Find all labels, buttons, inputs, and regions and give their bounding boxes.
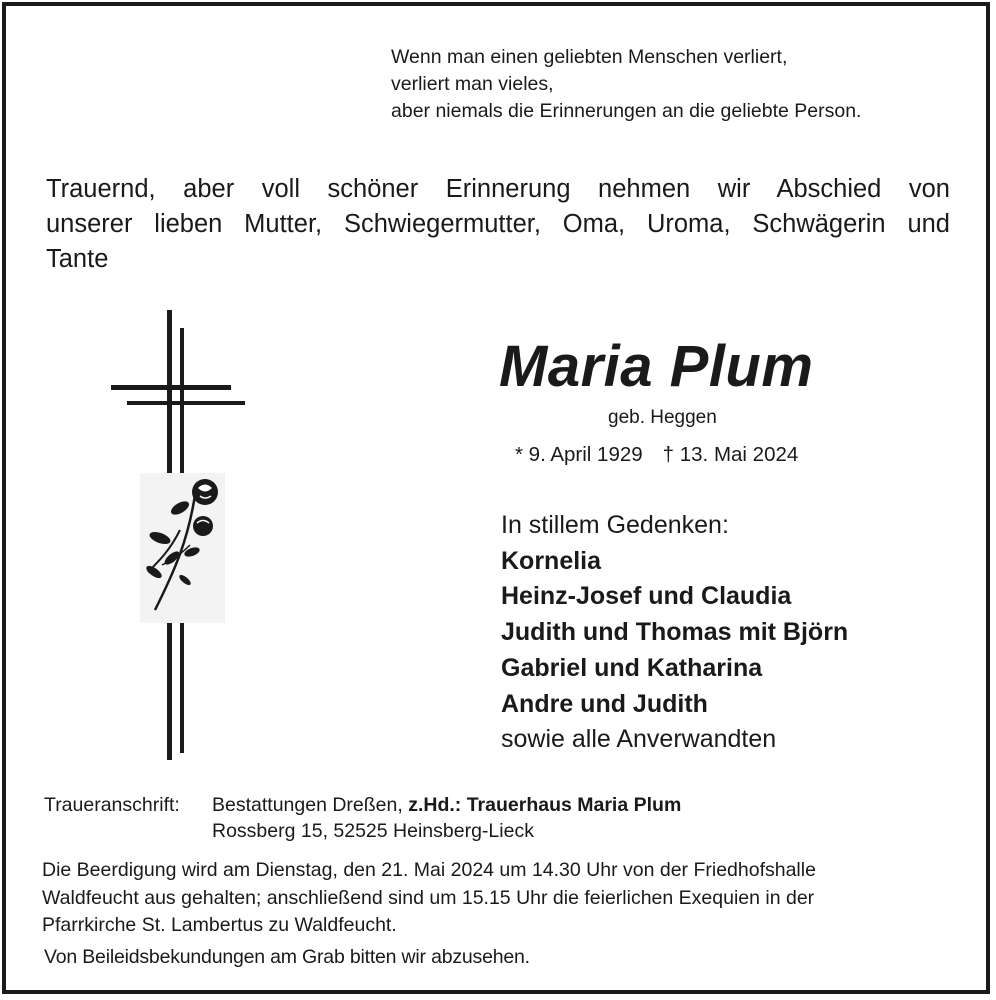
- rose-icon: [140, 473, 225, 623]
- mourner-name: Kornelia: [501, 546, 602, 575]
- mourners-block: [501, 508, 848, 758]
- address-recipient: z.Hd.: Trauerhaus Maria Plum: [408, 794, 682, 816]
- cross-with-roses-image: [100, 310, 260, 760]
- mourners-closing: sowie alle Anverwandten: [501, 725, 777, 754]
- mourning-address: [44, 792, 681, 844]
- funeral-line: Die Beerdigung wird am Dienstag, den 21. Mai 2024 um 14.30 Uhr von der Friedhofshalle: [42, 859, 816, 881]
- mourner-name: Gabriel und Katharina: [501, 653, 763, 682]
- address-company: Bestattungen Dreßen,: [212, 794, 403, 816]
- intro-line: Tante: [46, 245, 109, 273]
- intro-line: unserer lieben Mutter, Schwiegermutter, Oma, Uroma, Schwägerin und: [46, 210, 950, 238]
- quote-block: [391, 44, 861, 125]
- mourner-name: Heinz-Josef und Claudia: [501, 582, 792, 611]
- address-street: Rossberg 15, 52525 Heinsberg-Lieck: [212, 820, 534, 842]
- intro-line: Trauernd, aber voll schöner Erinnerung nehmen wir Abschied von: [46, 175, 950, 203]
- quote-line: Wenn man einen geliebten Menschen verliert,: [391, 46, 788, 68]
- birth-name: geb. Heggen: [608, 407, 717, 428]
- mourner-name: Judith und Thomas mit Björn: [501, 618, 849, 647]
- funeral-line: Waldfeucht aus gehalten; anschließend sind um 15.15 Uhr die feierlichen Exequien in der: [42, 886, 815, 909]
- funeral-info: [42, 857, 816, 940]
- address-label: Traueranschrift:: [44, 794, 180, 816]
- mourner-name: Andre und Judith: [501, 689, 708, 718]
- closing-note: Von Beileidsbekundungen am Grab bitten wir abzusehen.: [44, 946, 530, 968]
- birth-date: * 9. April 1929: [515, 443, 643, 466]
- deceased-name: Maria Plum: [499, 334, 814, 399]
- quote-line: verliert man vieles,: [391, 73, 554, 95]
- quote-line: aber niemals die Erinnerungen an die geliebte Person.: [391, 100, 862, 122]
- mourners-heading: In stillem Gedenken:: [501, 511, 729, 539]
- intro-text: [46, 172, 950, 277]
- death-date: † 13. Mai 2024: [662, 443, 799, 466]
- funeral-line: Pfarrkirche St. Lambertus zu Waldfeucht.: [42, 914, 397, 936]
- life-dates: [515, 443, 798, 467]
